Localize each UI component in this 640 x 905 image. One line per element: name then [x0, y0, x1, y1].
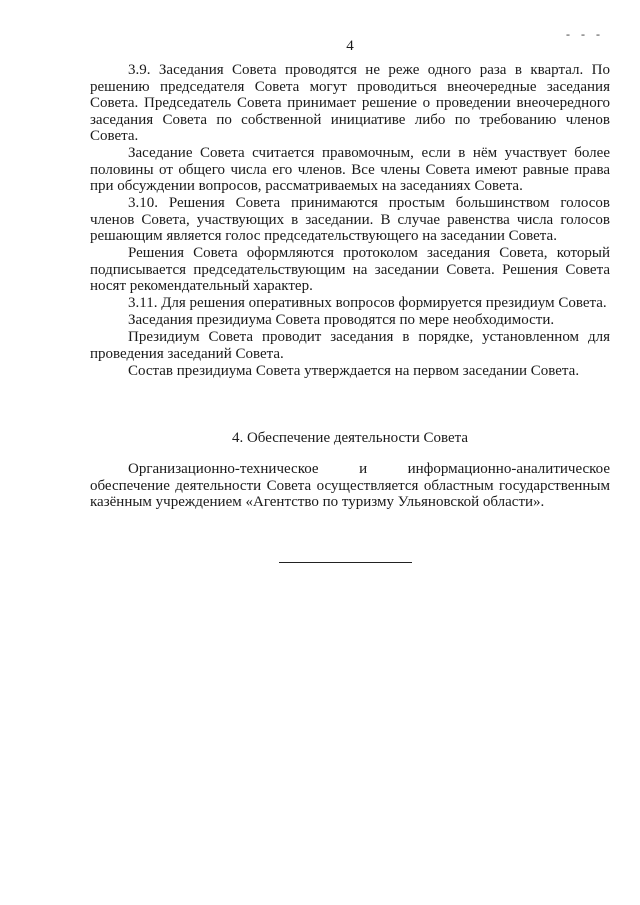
paragraph-presidium-procedure: Президиум Совета проводит заседания в порядке, установленном для проведения заседаний Совета. [90, 329, 610, 362]
paragraph-3-11: 3.11. Для решения оперативных вопросов формируется президиум Совета. [128, 295, 607, 311]
section-heading: 4. Обеспечение деятельности Совета [231, 430, 469, 446]
paragraph-3-9: 3.9. Заседания Совета проводятся не реже одного раза в квартал. По решению председателя Совета могут проводиться внеочередные заседания Совета. Председатель Совета принимает решение о проведении внеочередного заседания Совета по собственной инициативе либо по требованию членов Совета. [90, 62, 610, 144]
paragraph-support: Организационно-техническое и информационно-аналитическое обеспечение деятельности Совета осуществляется областным государственным казённым учреждением «Агентство по туризму Ульяновской области». [90, 461, 610, 510]
page-number: 4 [346, 38, 354, 54]
paragraph-decisions: Решения Совета оформляются протоколом заседания Совета, который подписывается председательствующим на заседании Совета. Решения Совета носят рекомендательный характер. [90, 245, 610, 294]
paragraph-presidium-meetings: Заседания президиума Совета проводятся по мере необходимости. [128, 312, 555, 328]
end-rule [279, 562, 412, 563]
section-body [90, 461, 610, 511]
paragraph-quorum: Заседание Совета считается правомочным, если в нём участвует более половины от общего числа его членов. Все члены Совета имеют равные права при обсуждении вопросов, рассматриваемых на заседаниях Совета. [90, 145, 610, 194]
document-body [90, 62, 610, 380]
paragraph-3-10: 3.10. Решения Совета принимаются простым большинством голосов членов Совета, участвующих в заседании. В случае равенства числа голосов решающим является голос председательствующего на заседании Совета. [90, 195, 610, 244]
paragraph-presidium-composition: Состав президиума Совета утверждается на первом заседании Совета. [128, 362, 580, 379]
corner-marks: - - - [566, 27, 604, 41]
